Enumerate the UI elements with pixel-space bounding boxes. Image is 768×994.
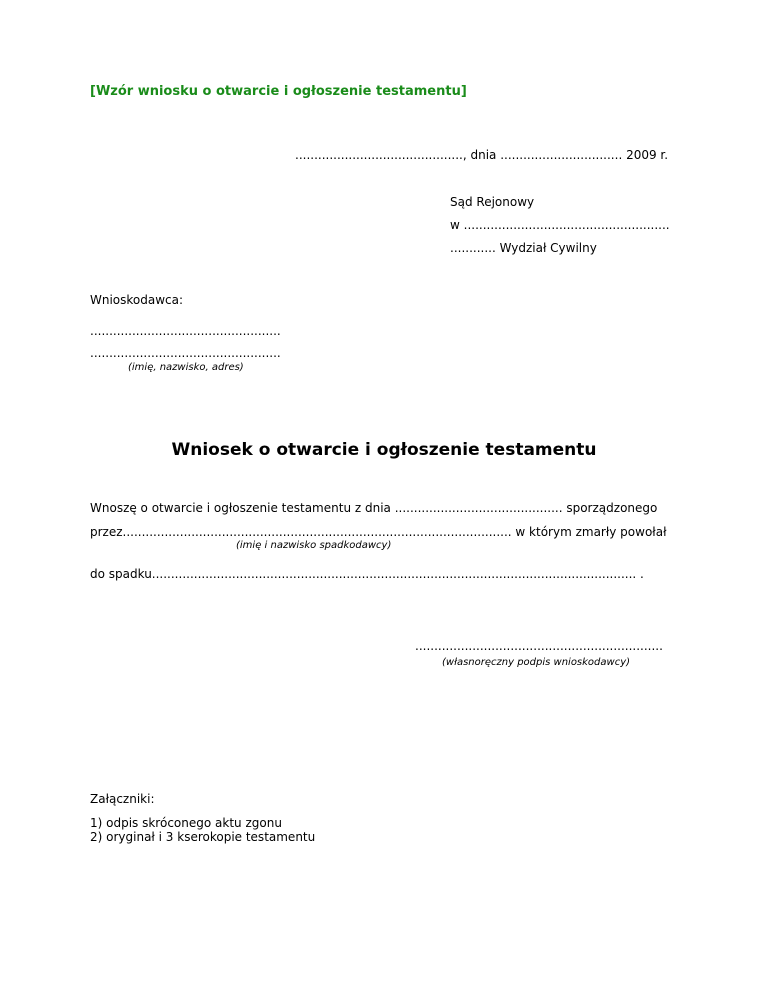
court-city-line: w ...................................................... xyxy=(450,218,670,232)
place-date-line: ............................................, dnia ................................ 2009 r. xyxy=(295,148,669,162)
testator-hint: (imię i nazwisko spadkodawcy) xyxy=(236,540,392,551)
applicant-hint: (imię, nazwisko, adres) xyxy=(128,362,244,373)
applicant-line-1: .................................................. xyxy=(90,324,281,338)
document-title: Wniosek o otwarcie i ogłoszenie testamentu xyxy=(171,440,597,460)
body-line-3: do spadku............................................................................................................................... . xyxy=(90,567,644,581)
attachment-item: 2) oryginał i 3 kserokopie testamentu xyxy=(90,830,316,844)
signature-hint: (własnoręczny podpis wnioskodawcy) xyxy=(442,657,631,668)
template-title: [Wzór wniosku o otwarcie i ogłoszenie testamentu] xyxy=(90,84,467,99)
applicant-label: Wnioskodawca: xyxy=(90,293,184,307)
body-line-2: przez...................................................................................................... w którym zmarły powołał xyxy=(90,525,667,539)
body-line-1: Wnoszę o otwarcie i ogłoszenie testamentu z dnia ............................................ sporządzonego xyxy=(90,501,658,515)
applicant-line-2: .................................................. xyxy=(90,346,281,360)
court-division-line: ............ Wydział Cywilny xyxy=(450,241,597,255)
attachment-item: 1) odpis skróconego aktu zgonu xyxy=(90,816,282,830)
signature-line: ................................................................. xyxy=(415,639,663,653)
attachments-label: Załączniki: xyxy=(90,792,155,806)
court-name: Sąd Rejonowy xyxy=(450,195,535,209)
